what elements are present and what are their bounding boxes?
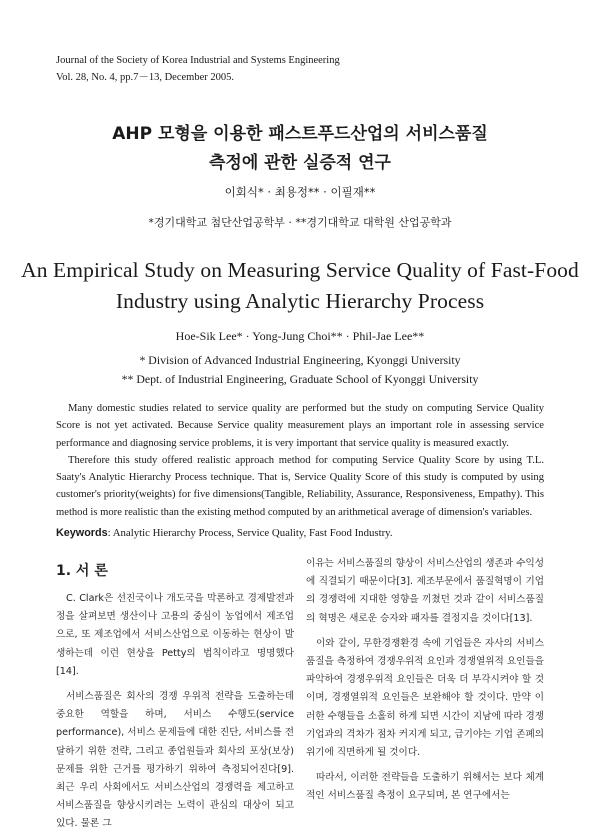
- journal-name: Journal of the Society of Korea Industrial and Systems Engineering: [56, 55, 340, 66]
- abstract: [56, 400, 544, 521]
- abstract-paragraph-1: Many domestic studies related to service quality are performed but the study on computing Service Quality Score is not yet activated. Because Service quality measurement plays an important role in assessing service performance and diagnosing service problems, it is very important that service quality is measured exactly.: [56, 403, 544, 449]
- keywords-label: Keywords: [56, 527, 108, 539]
- abstract-paragraph-2: Therefore this study offered realistic approach method for computing Service Quality Score by using T.L. Saaty's Analytic Hierarchy Process technique. That is, Service Quality Score of this study is computed by using customer's priority(weights) for five dimensions(Tangible, Reliability, Assurance, Responsiveness, Empathy). This method is more realistic than the existing method computed by an arithmetical average of dimension's variables.: [56, 454, 544, 518]
- body-paragraph: 이유는 서비스품질의 향상이 서비스산업의 생존과 수익성에 직결되기 때문이다[3]. 제조부문에서 품질혁명이 기업의 경쟁력에 지대한 영향을 끼쳤던 것과 같이 서비스품질의 혁명은 새로운 승자와 패자를 결정지을 것이다[13].: [306, 558, 544, 624]
- korean-affiliation: *경기대학교 첨단산업공학부 · **경기대학교 대학원 산업공학과: [148, 216, 452, 229]
- korean-authors: 이회식* · 최용정** · 이필재**: [224, 185, 376, 199]
- korean-title-line-1: AHP 모형을 이용한 패스트푸드산업의 서비스품질: [112, 124, 488, 144]
- section-heading: 1. 서 론: [56, 563, 108, 579]
- korean-title: [0, 120, 600, 178]
- english-authors: Hoe-Sik Lee* · Yong-Jung Choi** · Phil-Jae Lee**: [175, 329, 425, 343]
- journal-issue: Vol. 28, No. 4, pp.7－13, December 2005.: [56, 72, 234, 83]
- body-paragraph: 따라서, 이러한 전략들을 도출하기 위해서는 보다 체계적인 서비스품질 측정이 요구되며, 본 연구에서는: [306, 772, 544, 802]
- body-column-right: [306, 555, 544, 806]
- english-title: [0, 255, 600, 317]
- affiliation-line-1: * Division of Advanced Industrial Engineering, Kyonggi University: [139, 353, 461, 367]
- english-title-line-1: An Empirical Study on Measuring Service Quality of Fast-Food: [21, 258, 579, 282]
- affiliation-line-2: ** Dept. of Industrial Engineering, Graduate School of Kyonggi University: [121, 372, 479, 386]
- body-paragraph: 이와 같이, 무한경쟁환경 속에 기업들은 자사의 서비스품질을 측정하여 경쟁우위적 요인과 경쟁열위적 요인들을 파악하여 경쟁우위적 요인들은 더욱 더 부각시켜야 할 것이며, 경쟁열위적 요인들은 보완해야 할 것이다. 만약 이러한 수행들을 소홀히 하게 되면 시간이 지남에 따라 경쟁기업과의 격차가 점차 커지게 되고, 급기야는 기업 존폐의 위기에 직면하게 될 것이다.: [306, 637, 544, 759]
- journal-header: [56, 52, 340, 86]
- english-title-line-2: Industry using Analytic Hierarchy Process: [115, 289, 485, 313]
- english-affiliation: [0, 351, 600, 389]
- body-paragraph: 서비스품질은 회사의 경쟁 우위적 전략을 도출하는데 중요한 역할을 하며, 서비스 수행도(service performance), 서비스 문제들에 대한 진단, 서비스를 전달하기 위한 전략, 그리고 종업원들과 회사의 포상(보상)문제를 위한 근거를 평가하기 위하여 측정되어진다[9]. 최근 우리 사회에서도 서비스산업의 경쟁력을 제고하고 서비스품질을 향상시키려는 노력이 관심의 대상이 되고 있다. 물론 그: [56, 691, 294, 830]
- body-paragraph: C. Clark은 선진국이나 개도국을 막론하고 경제발전과정을 살펴보면 생산이나 고용의 중심이 농업에서 제조업으로, 또 제조업에서 서비스산업으로 이동하는 현상이 발생하는데 이런 현상을 Petty의 법칙이라고 명명했다[14].: [56, 593, 294, 677]
- keywords-text: : Analytic Hierarchy Process, Service Quality, Fast Food Industry.: [107, 527, 393, 539]
- keywords: [56, 527, 556, 539]
- body-column-left: [56, 560, 294, 834]
- korean-title-line-2: 측정에 관한 실증적 연구: [209, 153, 391, 173]
